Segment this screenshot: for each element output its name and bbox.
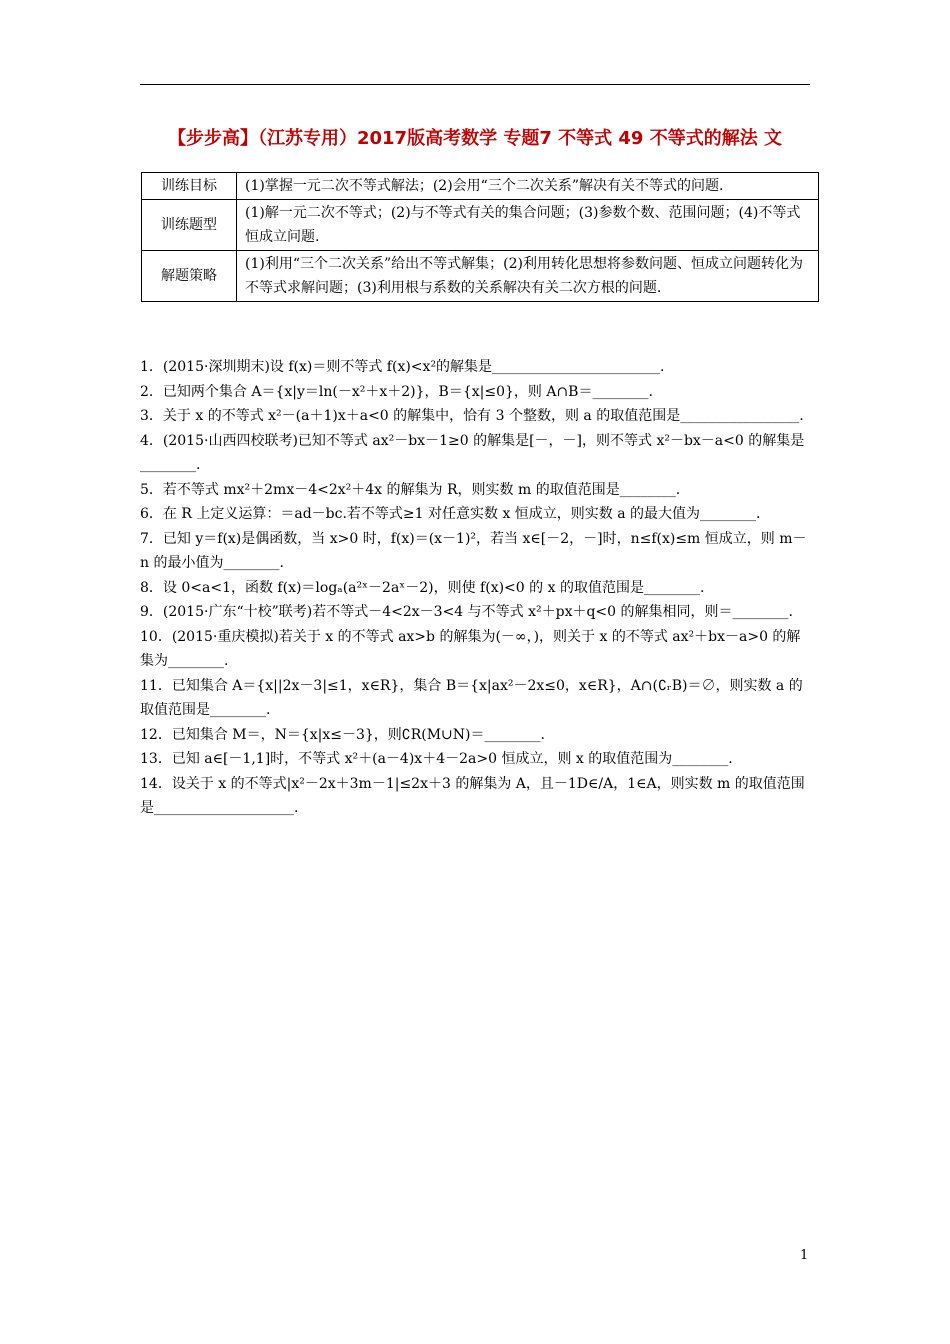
table-label-cell: 训练题型	[142, 200, 237, 251]
problem-list	[140, 355, 812, 821]
document-title: 【步步高】（江苏专用）2017版高考数学 专题7 不等式 49 不等式的解法 文	[167, 128, 782, 149]
problem-item: 14．设关于 x 的不等式|x²－2x＋3m－1|≤2x＋3 的解集为 A，且－1D∈/A，1∈A，则实数 m 的取值范围是____________________.	[140, 775, 805, 816]
problem-item: 2．已知两个集合 A＝{x|y＝ln(－x²＋x＋2)}，B＝{x|≤0}，则 A∩B＝________.	[140, 383, 653, 400]
problem-item: 11．已知集合 A＝{x||2x－3|≤1，x∈R}，集合 B＝{x|ax²－2x≤0，x∈R}，A∩(∁ᵣB)＝∅，则实数 a 的取值范围是________.	[140, 677, 803, 718]
table-content-cell: (1)解一元二次不等式；(2)与不等式有关的集合问题；(3)参数个数、范围问题；(4)不等式恒成立问题.	[237, 200, 819, 251]
table-label-cell: 解题策略	[142, 251, 237, 302]
problem-item: 7．已知 y＝f(x)是偶函数，当 x>0 时，f(x)＝(x－1)²，若当 x∈[－2，－]时，n≤f(x)≤m 恒成立，则 m－n 的最小值为________.	[140, 530, 807, 571]
table-content-cell: (1)掌握一元二次不等式解法；(2)会用“三个二次关系”解决有关不等式的问题.	[237, 173, 819, 200]
problem-item: 6．在 R 上定义运算：＝ad－bc.若不等式≥1 对任意实数 x 恒成立，则实数 a 的最大值为________.	[140, 506, 761, 522]
problem-item: 3．关于 x 的不等式 x²－(a＋1)x＋a<0 的解集中，恰有 3 个整数，则 a 的取值范围是_________________.	[140, 408, 804, 424]
problem-item: 12．已知集合 M＝，N＝{x|x≤－3}，则∁R(M∪N)＝________.	[140, 726, 545, 743]
problem-item: 10．(2015·重庆模拟)若关于 x 的不等式 ax>b 的解集为(－∞，)，则关于 x 的不等式 ax²＋bx－a>0 的解集为________.	[140, 628, 801, 669]
header-rule	[140, 84, 810, 85]
table-row	[142, 200, 819, 251]
problem-item: 4．(2015·山西四校联考)已知不等式 ax²－bx－1≥0 的解集是[－，－]，则不等式 x²－bx－a<0 的解集是________.	[140, 432, 805, 473]
problem-item: 13．已知 a∈[－1,1]时，不等式 x²＋(a－4)x＋4－2a>0 恒成立，则 x 的取值范围为________.	[140, 751, 733, 767]
problem-item: 1．(2015·深圳期末)设 f(x)＝则不等式 f(x)<x²的解集是________________________.	[140, 359, 665, 375]
training-info-table	[141, 172, 819, 302]
problem-item: 9．(2015·广东“十校”联考)若不等式－4<2x－3<4 与不等式 x²＋px＋q<0 的解集相同，则＝________.	[140, 604, 793, 620]
page-number: 1	[800, 1248, 809, 1263]
table-content-cell: (1)利用“三个二次关系”给出不等式解集；(2)利用转化思想将参数问题、恒成立问题转化为不等式求解问题；(3)利用根与系数的关系解决有关二次方根的问题.	[237, 251, 819, 302]
problem-item: 8．设 0<a<1，函数 f(x)＝logₐ(a²ˣ－2aˣ－2)，则使 f(x)<0 的 x 的取值范围是________.	[140, 579, 705, 596]
problem-item: 5．若不等式 mx²＋2mx－4<2x²＋4x 的解集为 R，则实数 m 的取值范围是________.	[140, 481, 681, 498]
table-row	[142, 251, 819, 302]
table-label-cell: 训练目标	[142, 173, 237, 200]
table-row	[142, 173, 819, 200]
